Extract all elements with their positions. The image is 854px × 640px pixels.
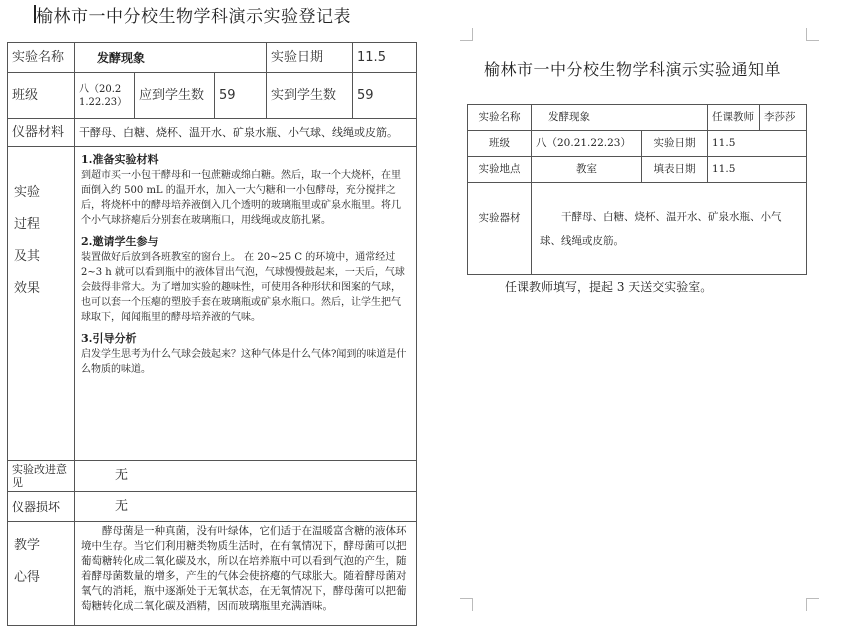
label-class: 班级 (468, 131, 532, 157)
table-row (468, 157, 807, 183)
registration-table (7, 42, 417, 626)
table-row (8, 492, 417, 522)
value-equipment: 干酵母、白糖、烧杯、温开水、矿泉水瓶、小气球、线绳或皮筋。 (75, 119, 417, 147)
value-teacher: 李莎莎 (760, 105, 807, 131)
table-row (468, 131, 807, 157)
label-reflection (8, 522, 75, 626)
table-row (8, 522, 417, 626)
section-body: 到超市买一小包干酵母和一包蔗糖或绵白糖。然后，取一个大烧杯，在里面倒入约 500 mL 的温开水，加入一大勺糖和一小包酵母，充分搅拌之后，将烧杯中的酵母培养液倒入几个透明的玻璃瓶里或矿泉水瓶里。将几个小气球挤瘪后分别套在玻璃瓶口，用线绳或皮筋扎紧。 (81, 170, 401, 226)
table-row (468, 183, 807, 275)
section-body: 装置做好后放到各班教室的窗台上。 在 20~25 C 的环境中，通常经过 2~3 h 就可以看到瓶中的液体冒出气泡，气球慢慢鼓起来，一天后，气球会鼓得非常大。为了增加实验的趣味性，可使用各种形状和图案的气球，也可以套一个压瘪的塑胶手套在玻璃瓶或矿泉水瓶口。然后，让学生把气球取下，闻闻瓶里的酵母培养液的气味。 (81, 252, 405, 323)
corner-mark (806, 598, 819, 611)
value-actual-students: 59 (353, 73, 417, 119)
section-heading: 1.准备实验材料 (81, 153, 159, 166)
label-actual-students: 实到学生数 (267, 73, 353, 119)
label-damage: 仪器损坏 (8, 492, 75, 522)
label-teacher: 任课教师 (708, 105, 760, 131)
label-location: 实验地点 (468, 157, 532, 183)
table-row (8, 147, 417, 461)
value-location: 教室 (532, 157, 642, 183)
reflection-label-2: 心得 (14, 570, 41, 585)
process-label-4: 效果 (14, 281, 41, 296)
table-row (8, 73, 417, 119)
table-row (8, 43, 417, 73)
label-experiment-date: 实验日期 (267, 43, 353, 73)
section-heading: 3.引导分析 (81, 332, 137, 345)
corner-mark (806, 28, 819, 41)
value-experiment-name: 发酵现象 (75, 43, 267, 73)
process-label-3: 及其 (14, 249, 41, 264)
table-row (8, 461, 417, 492)
table-row (468, 105, 807, 131)
value-experiment-name: 发酵现象 (532, 105, 708, 131)
label-process (8, 147, 75, 461)
value-experiment-date: 11.5 (353, 43, 417, 73)
label-experiment-name: 实验名称 (468, 105, 532, 131)
table-row (8, 119, 417, 147)
label-experiment-date: 实验日期 (642, 131, 708, 157)
right-page-title: 榆林市一中分校生物学科演示实验通知单 (484, 60, 782, 79)
reflection-label-1: 教学 (14, 538, 41, 553)
value-experiment-date: 11.5 (708, 131, 807, 157)
process-content (75, 147, 417, 461)
value-improvement: 无 (75, 461, 417, 492)
value-expected-students: 59 (215, 73, 267, 119)
label-improvement: 实验改进意见 (8, 461, 75, 492)
submission-note: 任课教师填写，提起 3 天送交实验室。 (505, 280, 713, 294)
label-experiment-name: 实验名称 (8, 43, 75, 73)
label-fill-date: 填表日期 (642, 157, 708, 183)
value-reflection: 酵母菌是一种真菌，没有叶绿体，它们适于在温暖富含糖的液体环境中生存。当它们利用糖类物质生活时，在有氧情况下，酵母菌可以把葡萄糖转化成二氧化碳及水，所以在培养瓶中可以看到气泡的产生，随着酵母菌数量的增多，产生的气体会使挤瘪的气球胀大。随着酵母菌对氧气的消耗，瓶中逐渐处于无氧状态，在无氧情况下，酵母菌可以把葡萄糖转化成二氧化碳及酒精，因而玻璃瓶里充满酒味。 (75, 522, 417, 626)
label-expected-students: 应到学生数 (135, 73, 215, 119)
section-heading: 2.邀请学生参与 (81, 235, 159, 248)
label-equipment: 仪器材料 (8, 119, 75, 147)
process-label-1: 实验 (14, 185, 41, 200)
corner-mark (460, 28, 473, 41)
value-class: 八（20.21.22.23） (75, 73, 135, 119)
process-label-2: 过程 (14, 217, 41, 232)
value-fill-date: 11.5 (708, 157, 807, 183)
value-damage: 无 (75, 492, 417, 522)
notice-table (467, 104, 807, 275)
label-class: 班级 (8, 73, 75, 119)
section-body: 启发学生思考为什么气球会鼓起来？这种气体是什么气体?闻到的味道是什么物质的味道。 (81, 349, 407, 375)
value-equipment: 干酵母、白糖、烧杯、温开水、矿泉水瓶、小气球、线绳或皮筋。 (532, 183, 807, 275)
corner-mark (460, 598, 473, 611)
label-equipment: 实验器材 (468, 183, 532, 275)
value-class: 八（20.21.22.23） (532, 131, 642, 157)
left-page-title: 榆林市一中分校生物学科演示实验登记表 (36, 7, 351, 27)
